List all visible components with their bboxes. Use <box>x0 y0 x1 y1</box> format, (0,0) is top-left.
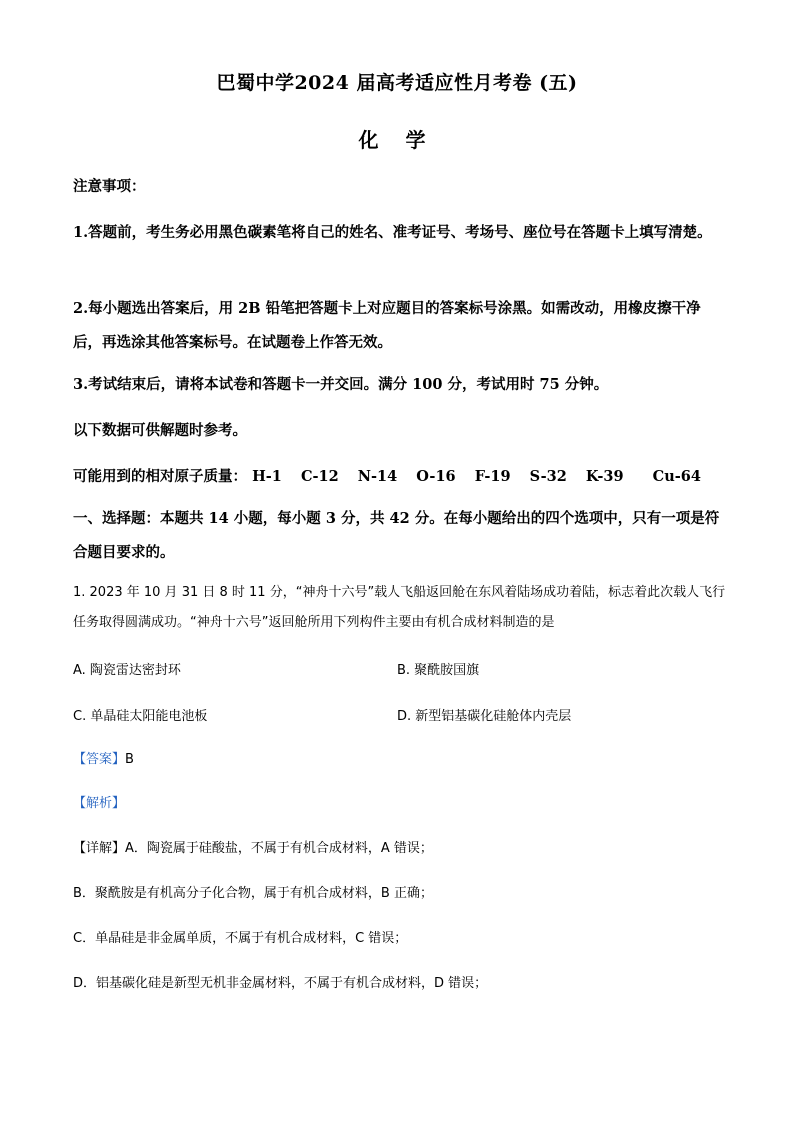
section-heading: 一、选择题：本题共 14 小题，每小题 3 分，共 42 分。在每小题给出的四个选项中，只有一项是符合题目要求的。 <box>73 510 720 561</box>
option-d: D. 新型铝基碳化硅舱体内壳层 <box>397 709 572 724</box>
mass-item: S-32 <box>529 468 567 485</box>
option-c: C. 单晶硅太阳能电池板 <box>73 709 208 724</box>
detail-label: 【详解】 <box>73 841 126 856</box>
mass-item: N-14 <box>357 468 398 485</box>
mass-item: Cu-64 <box>652 468 701 485</box>
answer-line <box>73 748 728 767</box>
exam-title: 巴蜀中学2024 届高考适应性月考卷 (五) <box>216 72 578 94</box>
notice-item-1: 1.答题前，考生务必用黑色碳素笔将自己的姓名、准考证号、考场号、座位号在答题卡上填写清楚。 <box>73 224 712 241</box>
subject-title: 化 学 <box>358 128 436 152</box>
detail-a-text: A．陶瓷属于硅酸盐，不属于有机合成材料，A 错误； <box>125 841 433 856</box>
mass-item: O-16 <box>416 468 456 485</box>
reference-note: 以下数据可供解题时参考。 <box>73 422 247 439</box>
detail-a <box>73 837 728 856</box>
atomic-masses-label: 可能用到的相对原子质量： <box>73 468 247 485</box>
detail-d: D．铝基碳化硅是新型无机非金属材料，不属于有机合成材料，D 错误； <box>73 976 488 991</box>
mass-item: F-19 <box>474 468 511 485</box>
mass-item: C-12 <box>300 468 339 485</box>
answer-value: B <box>125 752 134 767</box>
analysis-label: 【解析】 <box>73 796 126 811</box>
detail-b: B．聚酰胺是有机高分子化合物，属于有机合成材料，B 正确； <box>73 886 433 901</box>
question-1-stem: 1. 2023 年 10 月 31 日 8 时 11 分，“神舟十六号”载人飞船返回舱在东风着陆场成功着陆，标志着此次载人飞行任务取得圆满成功。“神舟十六号”返回舱所用下列构件主要由有机合成材料制造的是 <box>73 585 726 630</box>
notice-heading: 注意事项： <box>73 178 146 195</box>
mass-item: H-1 <box>252 468 282 485</box>
notice-item-2: 2.每小题选出答案后，用 2B 铅笔把答题卡上对应题目的答案标号涂黑。如需改动，用橡皮擦干净后，再选涂其他答案标号。在试题卷上作答无效。 <box>73 300 701 351</box>
notice-item-3: 3.考试结束后，请将本试卷和答题卡一并交回。满分 100 分，考试用时 75 分钟。 <box>73 376 609 393</box>
mass-item: K-39 <box>585 468 624 485</box>
atomic-masses-list <box>252 468 715 485</box>
atomic-masses <box>73 460 728 494</box>
detail-c: C．单晶硅是非金属单质，不属于有机合成材料，C 错误； <box>73 931 408 946</box>
option-b: B. 聚酰胺国旗 <box>397 663 480 678</box>
option-a: A. 陶瓷雷达密封环 <box>73 663 181 678</box>
answer-label: 【答案】 <box>73 752 126 767</box>
